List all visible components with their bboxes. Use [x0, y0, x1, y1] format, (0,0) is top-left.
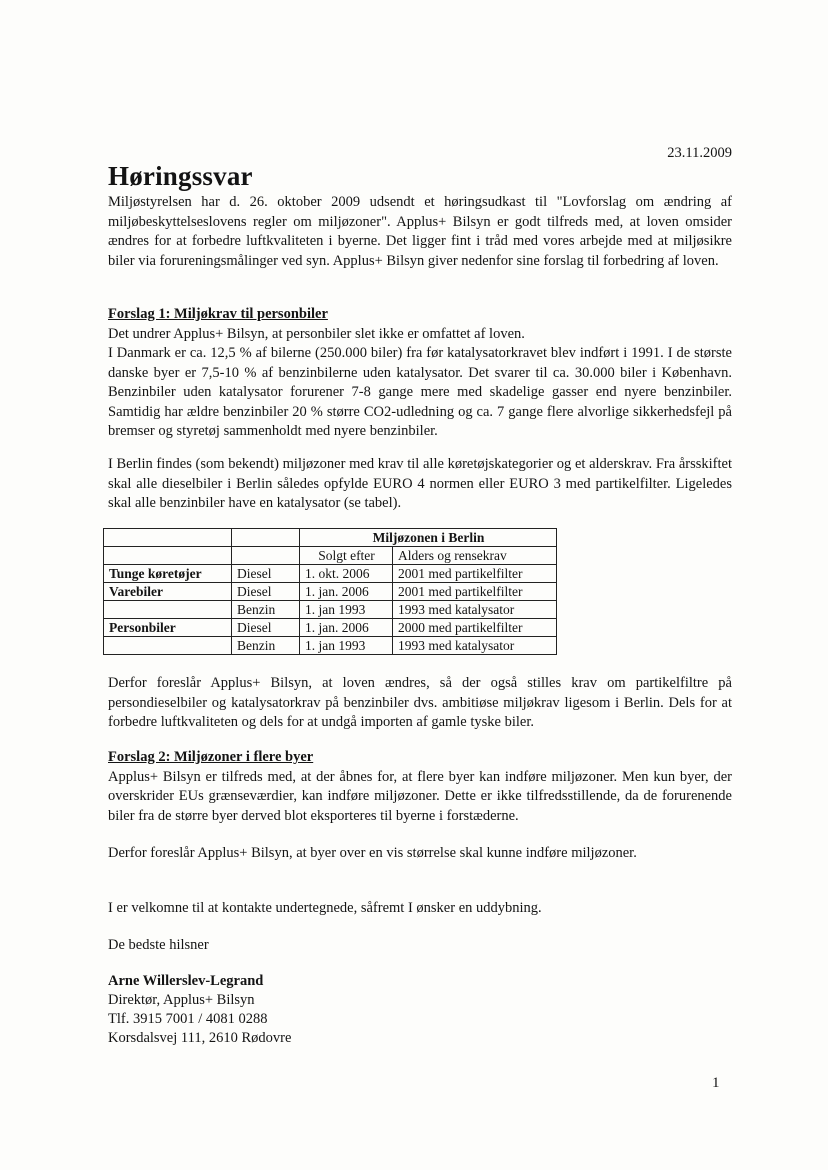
row-fuel: Benzin [232, 637, 300, 655]
page-number: 1 [712, 1075, 720, 1091]
row-category [104, 601, 232, 619]
row-requirement: 2001 med partikelfilter [393, 583, 557, 601]
row-sold: 1. jan 1993 [300, 637, 393, 655]
recommendation-paragraph: Derfor foreslår Applus+ Bilsyn, at loven ændres, så der også stilles krav om partikelfiltre på persondieselbiler og katalysatorkrav på benzinbiler dvs. ambitiøse miljøkrav ligesom i Berlin. Dels for at forbedre luftkvaliteten og dels for at undgå importen af gamle tyske biler. [108, 675, 732, 730]
signature-block [108, 972, 291, 1048]
column-header-requirement: Alders og rensekrav [393, 547, 557, 565]
row-fuel: Diesel [232, 565, 300, 583]
signature-phone: Tlf. 3915 7001 / 4081 0288 [108, 1011, 268, 1027]
table-row [104, 619, 557, 637]
row-requirement: 1993 med katalysator [393, 637, 557, 655]
row-requirement: 1993 med katalysator [393, 601, 557, 619]
berlin-zone-table [103, 528, 557, 655]
section-2-heading: Forslag 2: Miljøzoner i flere byer [108, 749, 314, 765]
row-category [104, 637, 232, 655]
row-sold: 1. jan. 2006 [300, 583, 393, 601]
section-1-paragraph-2: I Berlin findes (som bekendt) miljøzoner med krav til alle køretøjskategorier og et alderskrav. Fra årsskiftet skal alle dieselbiler i Berlin således opfylde EURO 4 normen eller EURO 3 med partikelfilter. Ligeledes skal alle benzinbiler have en katalysator (se tabel). [108, 456, 732, 511]
table-title-row [104, 529, 557, 547]
signature-address: Korsdalsvej 111, 2610 Rødovre [108, 1030, 292, 1046]
row-fuel: Diesel [232, 583, 300, 601]
letter-date: 23.11.2009 [667, 145, 732, 161]
table-row [104, 601, 557, 619]
section-1-heading: Forslag 1: Miljøkrav til personbiler [108, 306, 328, 322]
signature-name: Arne Willerslev-Legrand [108, 973, 264, 989]
table-header-row [104, 547, 557, 565]
section-1-line-1: Det undrer Applus+ Bilsyn, at personbiler slet ikke er omfattet af loven. [108, 325, 525, 342]
row-fuel: Diesel [232, 619, 300, 637]
contact-paragraph: I er velkomne til at kontakte undertegnede, såfremt I ønsker en uddybning. [108, 900, 542, 916]
table-row [104, 583, 557, 601]
row-sold: 1. jan 1993 [300, 601, 393, 619]
section-1 [108, 305, 732, 442]
row-requirement: 2000 med partikelfilter [393, 619, 557, 637]
section-2 [108, 748, 732, 826]
section-2-paragraph-2: Derfor foreslår Applus+ Bilsyn, at byer over en vis størrelse skal kunne indføre miljøzoner. [108, 845, 637, 861]
row-sold: 1. okt. 2006 [300, 565, 393, 583]
row-fuel: Benzin [232, 601, 300, 619]
row-requirement: 2001 med partikelfilter [393, 565, 557, 583]
intro-paragraph: Miljøstyrelsen har d. 26. oktober 2009 udsendt et høringsudkast til "Lovforslag om ændring af miljøbeskyttelseslovens regler om miljøzoner". Applus+ Bilsyn er godt tilfreds med, at loven omsider ændres for at forbedre luftkvaliteten i byerne. Det ligger fint i tråd med vores arbejde med at miljøsikre biler via forureningsmålinger ved syn. Applus+ Bilsyn giver nedenfor sine forslag til forbedring af loven. [108, 194, 732, 269]
page-title: Høringssvar [108, 161, 253, 191]
row-category: Varebiler [104, 583, 232, 601]
table-row [104, 637, 557, 655]
table-row [104, 565, 557, 583]
section-2-paragraph-1: Applus+ Bilsyn er tilfreds med, at der åbnes for, at flere byer kan indføre miljøzoner. Men kun byer, der overskrider EUs grænseværdier, kan indføre miljøzoner. Dette er ikke tilfredsstillende, da de forurenende biler fra de større byer derved blot eksporteres til byerne i forstæderne. [108, 768, 732, 824]
column-header-sold: Solgt efter [300, 547, 393, 565]
signature-role: Direktør, Applus+ Bilsyn [108, 992, 255, 1008]
table-title: Miljøzonen i Berlin [300, 529, 557, 547]
row-category: Personbiler [104, 619, 232, 637]
section-1-paragraph-1: I Danmark er ca. 12,5 % af bilerne (250.000 biler) fra før katalysatorkravet blev indført i 1991. I de største danske byer er 7,5-10 % af benzinbilerne uden katalysator. Det svarer til ca. 30.000 biler i København. Benzinbiler uden katalysator forurener 7-8 gange mere med skadelige gasser end nyere benzinbiler. Samtidig har ældre benzinbiler 20 % større CO2-udledning og ca. 7 gange flere alvorlige sikkerhedsfejl på bremser og styretøj sammenholdt med nyere benzinbiler. [108, 345, 732, 439]
row-sold: 1. jan. 2006 [300, 619, 393, 637]
closing-line: De bedste hilsner [108, 937, 209, 953]
row-category: Tunge køretøjer [104, 565, 232, 583]
